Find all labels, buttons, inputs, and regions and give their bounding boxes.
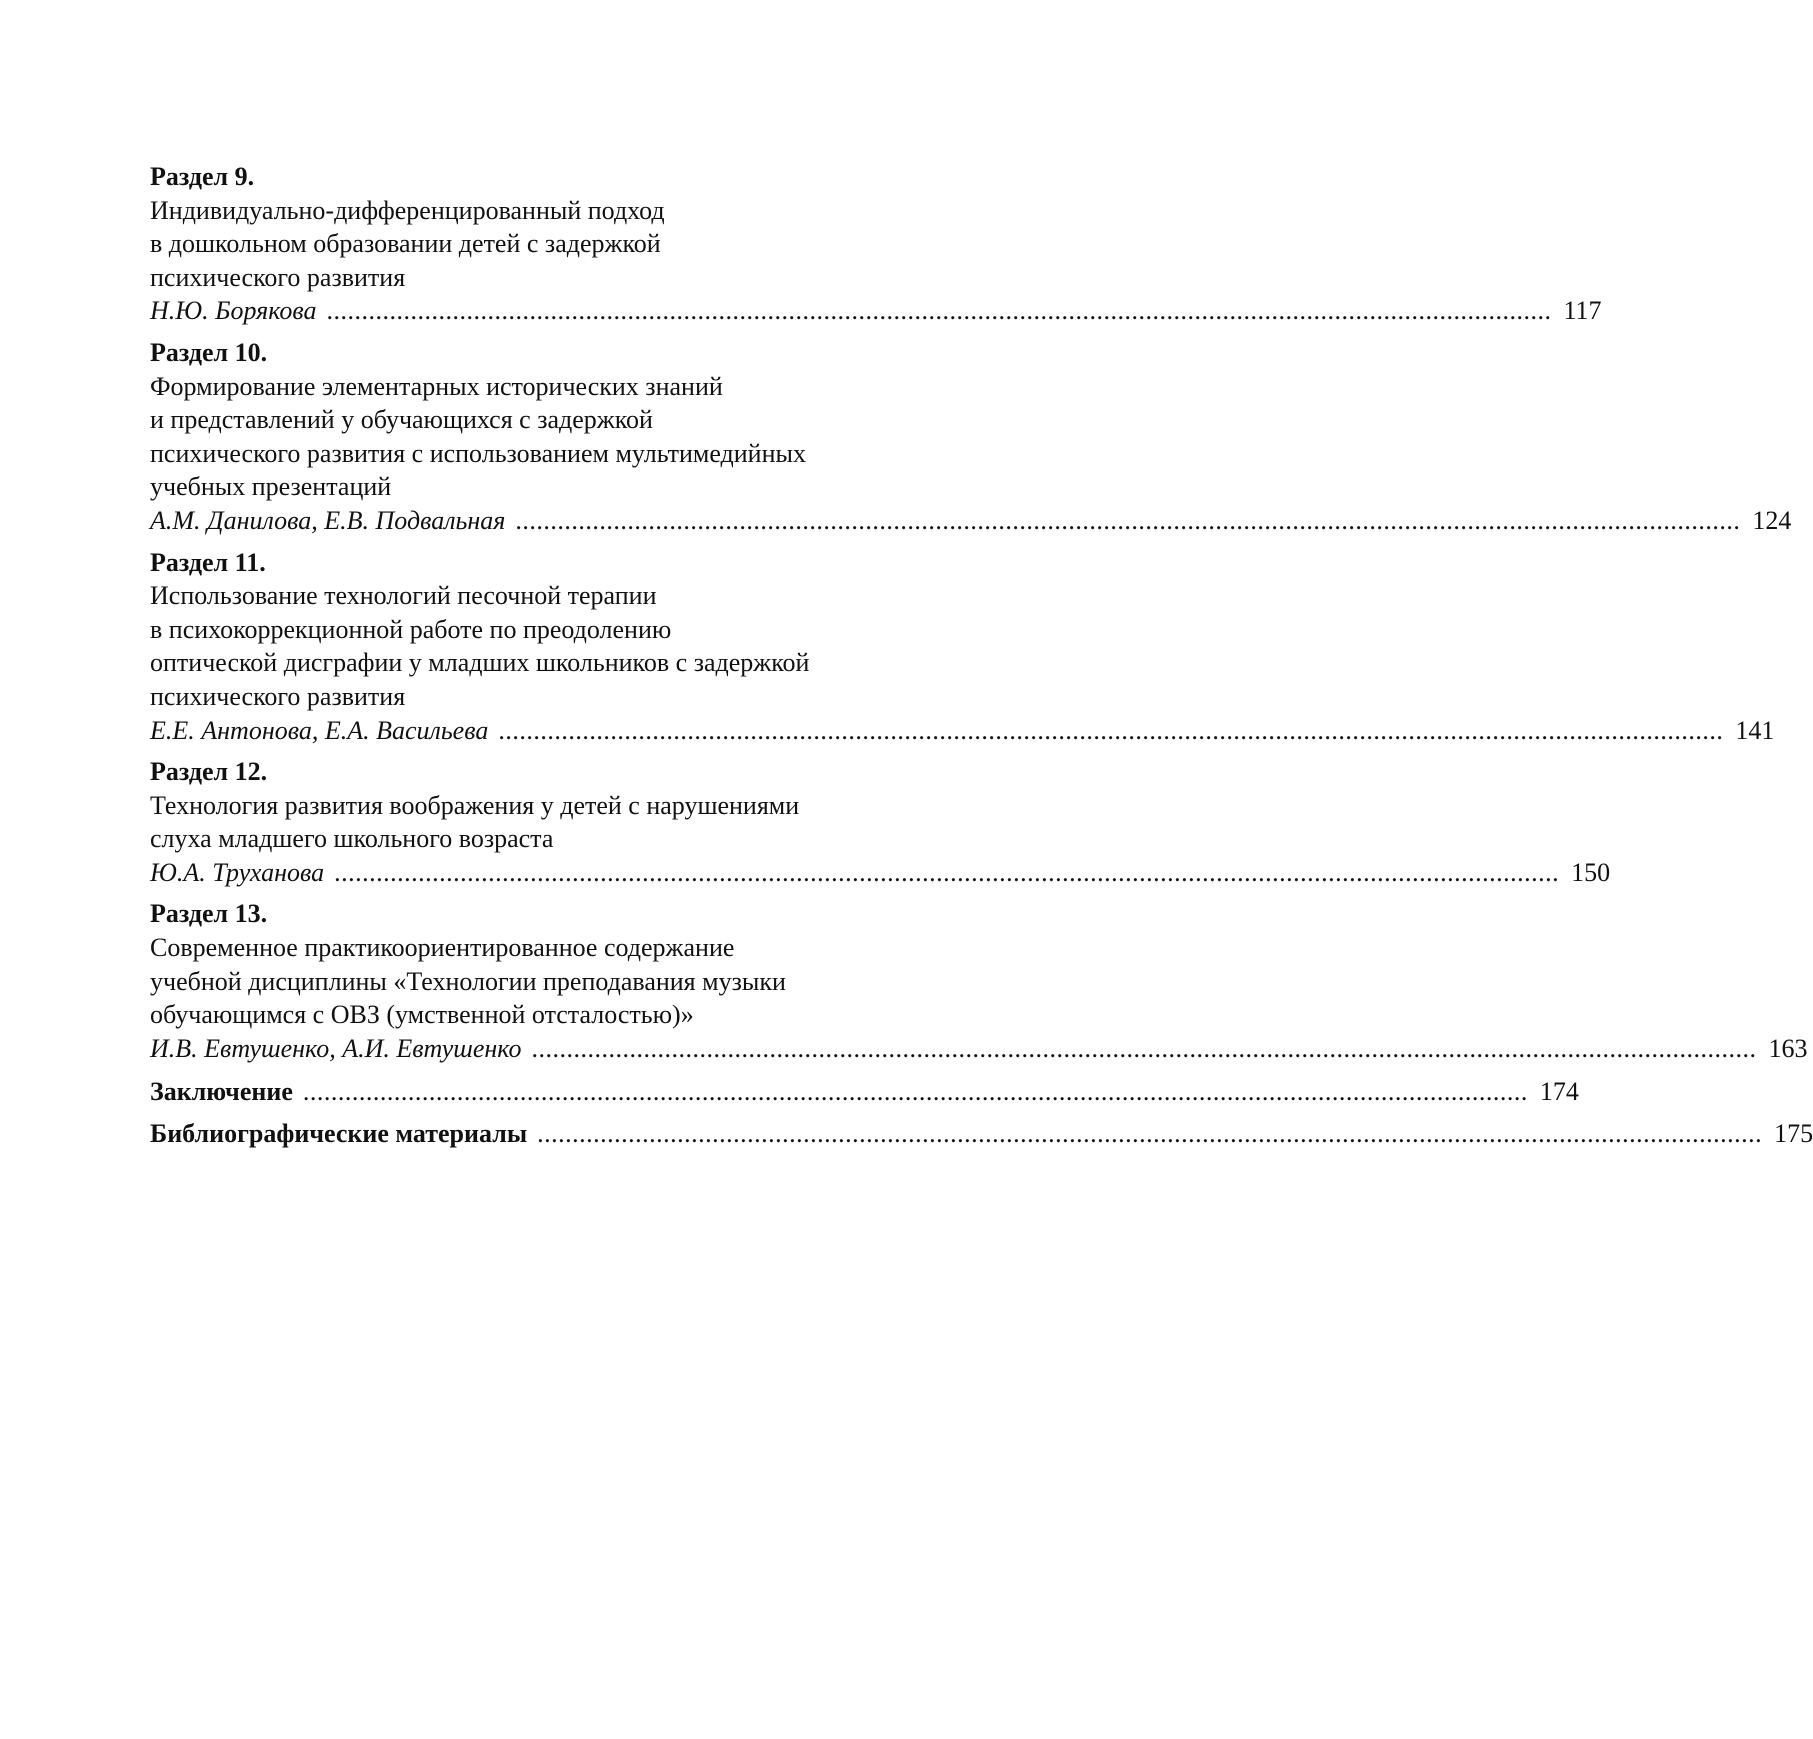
page-number: 175 (1774, 1119, 1813, 1149)
section-title-line: учебных презентаций (150, 472, 392, 502)
section-title-line: Индивидуально-дифференцированный подход (150, 195, 665, 225)
page-number: 141 (1735, 715, 1775, 745)
toc-section-12 (150, 755, 1611, 889)
section-authors: И.В. Евтушенко, А.И. Евтушенко (150, 1033, 522, 1063)
section-title-line: психического развития (150, 681, 406, 711)
dot-leader: ............................................................................................................................................................................... (498, 715, 1724, 745)
toc-entry-conclusion[interactable] (150, 1075, 1579, 1109)
section-title-line: учебной дисциплины «Технологии преподавания музыки (150, 966, 786, 996)
section-title-line: слуха младшего школьного возраста (150, 824, 554, 854)
page-number: 117 (1563, 296, 1602, 326)
section-authors: Ю.А. Труханова (150, 857, 325, 887)
section-title-line: в психокоррекционной работе по преодолению (150, 614, 672, 644)
section-title-line: Технология развития воображения у детей с нарушениями (150, 790, 800, 820)
page-number: 174 (1539, 1077, 1579, 1107)
toc-entry-authors[interactable] (150, 294, 1602, 328)
dot-leader: ............................................................................................................................................................................... (515, 505, 1741, 535)
dot-leader: ............................................................................................................................................................................... (334, 857, 1560, 887)
dot-leader: ............................................................................................................................................................................... (302, 1077, 1528, 1107)
toc-entry-authors[interactable] (150, 714, 1775, 748)
toc-section-11 (150, 546, 1775, 748)
bibliography-label: Библиографические материалы (150, 1119, 528, 1149)
toc-entry-authors[interactable] (150, 504, 1792, 538)
toc-section-10 (150, 336, 1792, 538)
section-title-line: Формирование элементарных исторических знаний (150, 371, 723, 401)
dot-leader: ............................................................................................................................................................................... (531, 1033, 1757, 1063)
section-authors: Е.Е. Антонова, Е.А. Васильева (150, 715, 489, 745)
section-authors: А.М. Данилова, Е.В. Подвальная (150, 505, 506, 535)
section-authors: Н.Ю. Борякова (150, 296, 317, 326)
section-title-line: оптической дисграфии у младших школьников с задержкой (150, 648, 810, 678)
section-title-line: психического развития с использованием мультимедийных (150, 438, 806, 468)
section-heading: Раздел 13. (150, 899, 268, 929)
dot-leader: ............................................................................................................................................................................... (326, 296, 1552, 326)
conclusion-label: Заключение (150, 1077, 293, 1107)
section-title-line: Современное практикоориентированное содержание (150, 933, 735, 963)
page-number: 163 (1768, 1033, 1808, 1063)
page-number: 124 (1752, 505, 1792, 535)
section-heading: Раздел 9. (150, 162, 255, 191)
section-heading: Раздел 11. (150, 547, 266, 577)
table-of-contents (150, 160, 1813, 1151)
toc-entry-bibliography[interactable] (150, 1117, 1813, 1151)
section-title-line: и представлений у обучающихся с задержкой (150, 405, 653, 435)
section-heading: Раздел 12. (150, 757, 268, 787)
toc-entry-authors[interactable] (150, 856, 1611, 890)
page-number: 150 (1571, 857, 1611, 887)
toc-section-13 (150, 897, 1808, 1065)
toc-entry-authors[interactable] (150, 1032, 1808, 1066)
dot-leader: ............................................................................................................................................................................... (537, 1119, 1763, 1149)
section-heading: Раздел 10. (150, 337, 268, 367)
toc-section-9 (150, 160, 1602, 328)
section-title-line: обучающимся с ОВЗ (умственной отсталостью)» (150, 1000, 694, 1030)
section-title-line: психического развития (150, 262, 406, 292)
section-title-line: Использование технологий песочной терапии (150, 581, 657, 611)
section-title-line: в дошкольном образовании детей с задержкой (150, 229, 661, 259)
